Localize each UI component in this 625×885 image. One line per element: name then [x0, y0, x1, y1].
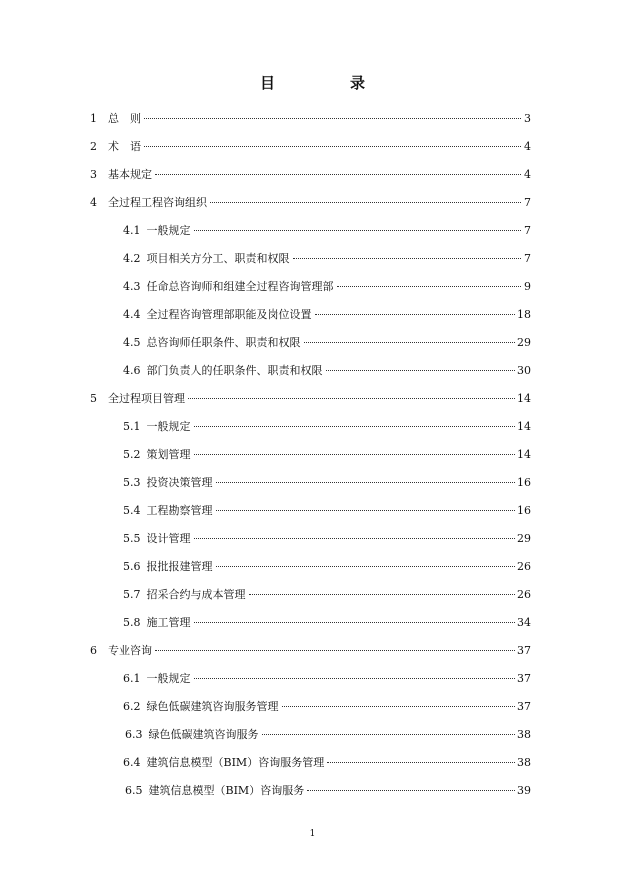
toc-number: 6 [90, 644, 97, 657]
toc-label: 设计管理 [146, 532, 191, 545]
toc-leader [327, 762, 515, 763]
toc-page: 38 [517, 728, 531, 741]
toc-page: 14 [517, 392, 531, 405]
toc-label: 全过程咨询管理部职能及岗位设置 [146, 308, 312, 321]
toc-leader [304, 342, 516, 343]
toc-leader [144, 118, 521, 119]
toc-leader [188, 398, 515, 399]
toc-leader [194, 426, 516, 427]
toc-leader [249, 594, 516, 595]
toc-label: 一般规定 [146, 672, 191, 685]
toc-number: 5.6 [123, 560, 141, 573]
toc-label: 策划管理 [146, 448, 191, 461]
page-number: 1 [309, 829, 316, 839]
toc-entry-5-7[interactable] [123, 586, 531, 604]
toc-number: 5.2 [123, 448, 141, 461]
toc-page: 29 [517, 336, 531, 349]
toc-label: 报批报建管理 [146, 560, 213, 573]
toc-label: 施工管理 [146, 616, 191, 629]
toc-number: 1 [90, 112, 97, 125]
toc-leader [210, 202, 521, 203]
toc-page: 30 [517, 364, 531, 377]
toc-page: 37 [517, 644, 531, 657]
toc-leader [262, 734, 516, 735]
toc-leader [194, 454, 516, 455]
toc-entry-6-1[interactable] [123, 670, 531, 688]
toc-number: 4 [90, 196, 97, 209]
toc-leader [194, 538, 516, 539]
toc-number: 4.4 [123, 308, 141, 321]
toc-leader [155, 174, 521, 175]
toc-number: 5.1 [123, 420, 141, 433]
toc-entry-4[interactable] [90, 194, 531, 212]
toc-page: 4 [524, 140, 531, 153]
toc-entry-1[interactable] [90, 110, 531, 128]
toc-number: 6.2 [123, 700, 141, 713]
toc-entry-6-3[interactable] [125, 726, 531, 744]
toc-entry-4-2[interactable] [123, 250, 531, 268]
toc-entry-4-5[interactable] [123, 334, 531, 352]
toc-label: 全过程工程咨询组织 [108, 196, 207, 209]
toc-leader [216, 566, 516, 567]
toc-number: 6.3 [125, 728, 143, 741]
toc-entry-5-8[interactable] [123, 614, 531, 632]
toc-label: 专业咨询 [108, 644, 152, 657]
toc-page: 14 [517, 448, 531, 461]
toc-leader [144, 146, 521, 147]
toc-entry-5-6[interactable] [123, 558, 531, 576]
toc-leader [293, 258, 522, 259]
toc-number: 3 [90, 168, 97, 181]
toc-page: 14 [517, 420, 531, 433]
toc-label: 总咨询师任职条件、职责和权限 [146, 336, 301, 349]
toc-label: 一般规定 [146, 420, 191, 433]
toc-number: 5.5 [123, 532, 141, 545]
toc-label: 总 则 [108, 112, 141, 125]
toc-entry-5-5[interactable] [123, 530, 531, 548]
toc-number: 6.1 [123, 672, 141, 685]
toc-page: 37 [517, 672, 531, 685]
toc-label: 基本规定 [108, 168, 152, 181]
page-title: 目 录 [259, 74, 395, 92]
toc-label: 建筑信息模型（BIM）咨询服务 [148, 784, 305, 797]
toc-label: 术 语 [108, 140, 141, 153]
toc-page: 4 [524, 168, 531, 181]
toc-entry-3[interactable] [90, 166, 531, 184]
toc-entry-4-4[interactable] [123, 306, 531, 324]
toc-label: 投资决策管理 [146, 476, 213, 489]
toc-page: 16 [517, 476, 531, 489]
toc-number: 4.1 [123, 224, 141, 237]
toc-page: 26 [517, 560, 531, 573]
toc-page: 18 [517, 308, 531, 321]
toc-number: 5.4 [123, 504, 141, 517]
toc-page: 16 [517, 504, 531, 517]
toc-leader [216, 482, 516, 483]
toc-number: 4.3 [123, 280, 141, 293]
toc-page: 29 [517, 532, 531, 545]
toc-page: 26 [517, 588, 531, 601]
toc-leader [194, 622, 516, 623]
toc-leader [282, 706, 516, 707]
toc-entry-4-3[interactable] [123, 278, 531, 296]
toc-entry-6-5[interactable] [125, 782, 531, 800]
toc-leader [155, 650, 515, 651]
toc-number: 6.4 [123, 756, 141, 769]
toc-leader [216, 510, 516, 511]
toc-entry-6-4[interactable] [123, 754, 531, 772]
toc-label: 部门负责人的任职条件、职责和权限 [146, 364, 323, 377]
toc-entry-5-3[interactable] [123, 474, 531, 492]
toc-number: 5.7 [123, 588, 141, 601]
toc-entry-5-2[interactable] [123, 446, 531, 464]
toc-entry-6-2[interactable] [123, 698, 531, 716]
toc-leader [307, 790, 515, 791]
toc-label: 一般规定 [146, 224, 191, 237]
toc-number: 5.8 [123, 616, 141, 629]
toc-leader [194, 678, 516, 679]
toc-label: 项目相关方分工、职责和权限 [146, 252, 290, 265]
toc-label: 任命总咨询师和组建全过程咨询管理部 [146, 280, 334, 293]
toc-number: 4.2 [123, 252, 141, 265]
toc-number: 5 [90, 392, 97, 405]
toc-label: 工程勘察管理 [146, 504, 213, 517]
toc-leader [337, 286, 522, 287]
toc-page: 38 [517, 756, 531, 769]
toc-number: 5.3 [123, 476, 141, 489]
toc-number: 4.6 [123, 364, 141, 377]
toc-page: 9 [524, 280, 531, 293]
toc-page: 34 [517, 616, 531, 629]
toc-page: 37 [517, 700, 531, 713]
toc-leader [326, 370, 516, 371]
toc-entry-5-4[interactable] [123, 502, 531, 520]
toc-entry-2[interactable] [90, 138, 531, 156]
toc-number: 6.5 [125, 784, 143, 797]
toc-entry-5[interactable] [90, 390, 531, 408]
toc-entry-4-1[interactable] [123, 222, 531, 240]
toc-page: 7 [524, 252, 531, 265]
toc-leader [194, 230, 522, 231]
toc-label: 招采合约与成本管理 [146, 588, 246, 601]
toc-label: 绿色低碳建筑咨询服务 [148, 728, 259, 741]
toc-label: 绿色低碳建筑咨询服务管理 [146, 700, 279, 713]
toc-label: 全过程项目管理 [108, 392, 185, 405]
toc-number: 2 [90, 140, 97, 153]
toc-leader [315, 314, 516, 315]
toc-page: 3 [524, 112, 531, 125]
toc-entry-5-1[interactable] [123, 418, 531, 436]
toc-page: 7 [524, 224, 531, 237]
toc-page: 39 [517, 784, 531, 797]
toc-number: 4.5 [123, 336, 141, 349]
toc-entry-4-6[interactable] [123, 362, 531, 380]
toc-page: 7 [524, 196, 531, 209]
toc-entry-6[interactable] [90, 642, 531, 660]
toc-label: 建筑信息模型（BIM）咨询服务管理 [146, 756, 325, 769]
